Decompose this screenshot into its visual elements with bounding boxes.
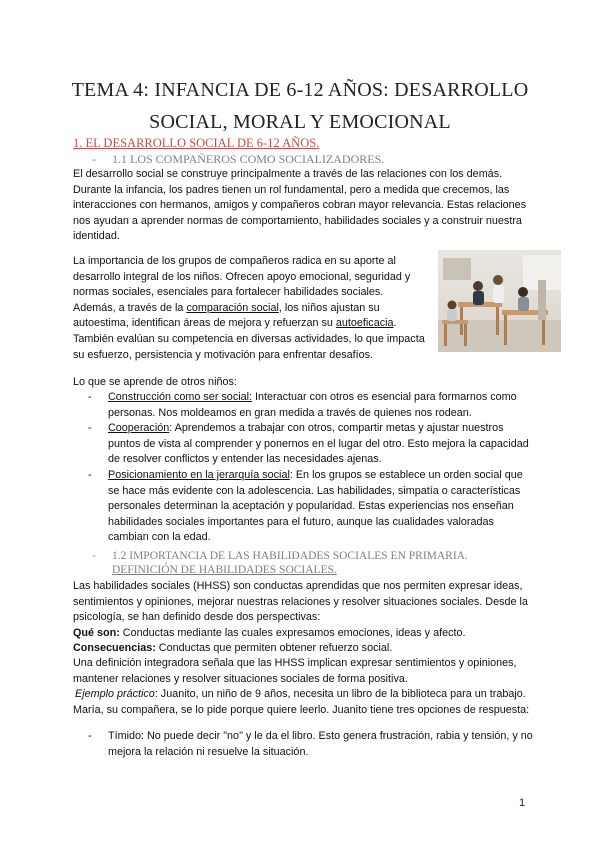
list-dash: - (88, 391, 92, 403)
paragraph-hhss: Las habilidades sociales (HHSS) son conductas aprendidas que nos permiten expresar ideas, sentimientos y opiniones, mejorar nuestras relaciones y resolver situaciones sociales. Desde la psicología, se han definido desde dos perspectivas: (73, 580, 528, 624)
list-item-term: Construcción como ser social: (108, 391, 253, 403)
ejemplo-label: Ejemplo práctico (75, 688, 155, 700)
list-item-term: Posicionamiento en la jerarquía social (108, 468, 290, 481)
paragraph-ejemplo (73, 687, 533, 718)
subsection-heading-1-2 (92, 549, 532, 577)
classroom-photo (438, 250, 561, 352)
subsection-dash: - (92, 152, 96, 166)
definition-text: Conductas que permiten obtener refuerzo social. (155, 642, 393, 654)
ejemplo-text: : Juanito, un niño de 9 años, necesita un libro de la biblioteca para un trabajo. María, su compañera, se lo pide porque quiere leerlo. Juanito tiene tres opciones de respuesta: (73, 688, 530, 716)
paragraph-text: , los niños ajustan su autoestima, identifican áreas de mejora y refuerzan su (73, 301, 380, 330)
paragraph-text: La importancia de los grupos de compañeros radica en su aporte al desarrollo integral de los niños. Ofrecen apoyo emocional, seguridad y normas sociales, esenciales para fortalecer habilidades sociales. Además, a través de la (73, 255, 411, 314)
page-number: 1 (519, 797, 526, 809)
paragraph-text: . También evalúan su competencia en diversas actividades, lo que impacta su esfuerzo, persistencia y motivación para enfrentar desafíos. (73, 317, 425, 361)
list-item (73, 468, 533, 546)
list-item (73, 729, 533, 760)
title-line-1: TEMA 4: INFANCIA DE 6-12 AÑOS: DESARROLLO (71, 79, 529, 101)
list-dash: - (88, 422, 92, 435)
list-dash: - (88, 468, 92, 481)
section-heading-1: 1. EL DESARROLLO SOCIAL DE 6-12 AÑOS. (73, 136, 320, 150)
list-item (73, 421, 533, 468)
learning-list (73, 390, 533, 546)
definition-consecuencias (73, 641, 533, 657)
definition-label: Qué son: (73, 627, 120, 639)
list-dash: - (88, 730, 92, 742)
list-item-text: Interactuar con otros es esencial para formarnos como personas. Nos moldeamos en gran medida a través de quienes nos rodean. (108, 391, 517, 419)
title-line-2: SOCIAL, MORAL Y EMOCIONAL (149, 111, 451, 133)
definition-text: Conductas mediante las cuales expresamos emociones, ideas y afecto. (119, 627, 466, 639)
paragraph-integradora: Una definición integradora señala que las HHSS implican expresar sentimientos y opiniones, mantener relaciones y resolver situaciones sociales de forma positiva. (73, 657, 517, 685)
list-intro: Lo que se aprende de otros niños: (73, 376, 237, 388)
paragraph-intro: El desarrollo social se construye principalmente a través de las relaciones con los demás. Durante la infancia, los padres tienen un rol fundamental, pero a medida que crecemos, las interacciones con hermanos, amigos y compañeros cobran mayor relevancia. Estas relaciones nos ayudan a aprender normas de comportamiento, habilidades sociales y a construir nuestra identidad. (73, 168, 527, 243)
subsection-heading-1-2-line2: DEFINICIÓN DE HABILIDADES SOCIALES. (112, 564, 337, 576)
link-autoeficacia: autoeficacia (335, 317, 394, 330)
subsection-heading-1-2-line1: 1.2 IMPORTANCIA DE LAS HABILIDADES SOCIALES EN PRIMARIA. (112, 550, 468, 562)
option-text: Tímido: No puede decir "no" y le da el libro. Esto genera frustración, rabia y tensión, y no mejora la relación ni resuelve la situación. (108, 730, 533, 758)
document-title (40, 74, 560, 138)
classroom-illustration (438, 250, 561, 352)
list-item-term: Cooperación (108, 422, 170, 435)
response-options-list (73, 729, 533, 760)
definition-label: Consecuencias: (73, 642, 156, 654)
paragraph-peer-groups (73, 254, 425, 363)
subsection-heading-1-1 (92, 152, 384, 167)
subsection-heading-1-1-text: 1.1 LOS COMPAÑEROS COMO SOCIALIZADORES. (112, 152, 385, 166)
link-comparacion-social: comparación social (186, 301, 279, 314)
list-item-text: : En los grupos se establece un orden social que se hace más evidente con la adolescencia. Las habilidades, simpatía o características personales determinan la aceptación y popularidad. Estas experiencias nos enseñan habilidades sociales importantes para el futuro, aunque las cualidades valoradas cambian con la edad. (108, 468, 523, 544)
subsection-dash: - (92, 550, 96, 562)
list-item-text: : Aprendemos a trabajar con otros, compartir metas y ajustar nuestros puntos de vista al comprender y ponernos en el lugar del otro. Esto mejora la capacidad de resolver conflictos y entender las necesidades ajenas. (108, 422, 529, 466)
definition-que-son (73, 626, 533, 642)
list-item (73, 390, 533, 421)
